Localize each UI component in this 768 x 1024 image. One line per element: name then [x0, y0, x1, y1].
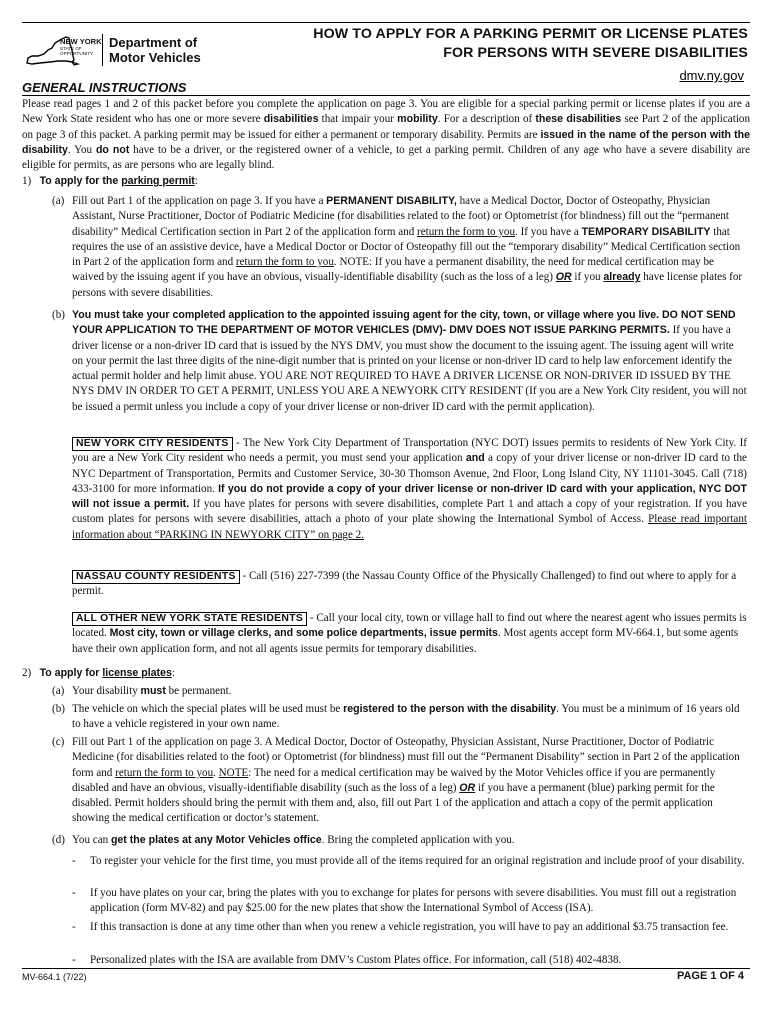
item-bold: registered to the person with the disability: [343, 703, 557, 715]
item-bold: You must take your completed application to the appointed issuing agent for the city, town, or village where you live. DO NOT SEND YOUR APPLICATION TO THE DEPARTMENT OF MOTOR VEHICLES (DMV)- DMV DOES NOT ISSUE PARKING PERMITS.: [72, 309, 736, 337]
item-text: if you: [571, 271, 604, 284]
section-lead: To apply for: [39, 667, 103, 679]
item-text: - The New York City Department of Transportation (NYC DOT) issues permits to residents of New York City. If you are a New York City resident who needs a permit, you must send your application: [72, 437, 747, 465]
page-number: PAGE 1 OF 4: [676, 970, 744, 982]
item-text: . Bring the completed application with you.: [321, 834, 515, 846]
item-text: You can: [72, 834, 111, 846]
heading-rule: [22, 95, 750, 96]
item-bold: must: [140, 685, 166, 697]
section-lead-end: :: [194, 175, 198, 187]
section-2-heading: [22, 666, 175, 681]
intro-text: Please read pages 1 and 2 of this packet before you complete the application on page 3. You are eligible for a special parking permit or license plates if you are a New York State resident who has one or more severe: [22, 98, 750, 126]
bullet-mark: -: [72, 954, 76, 966]
item-underlined: NOTE: [218, 766, 249, 779]
item-bold-italic: OR: [459, 781, 476, 794]
item-text: Your disability: [72, 685, 141, 697]
nyc-residents-label: NEW YORK CITY RESIDENTS: [72, 437, 233, 451]
item-text: have a Medical Doctor, Doctor of Osteopathy, Physician Assistant, Nurse Practitioner, Doctor of Podiatric Medicine (for disabilities related to the foot) or Optometrist (for blindness) fill out the “permanent disability” Medical Certification section in Part 2 of the application form and: [72, 195, 730, 238]
title-line-2: FOR PERSONS WITH SEVERE DISABILITIES: [443, 45, 748, 61]
intro-bold: mobility: [397, 113, 438, 126]
intro-text: . You: [67, 143, 96, 156]
bullet-mark: -: [72, 855, 76, 867]
top-rule: [22, 22, 750, 23]
section-lead-underlined: parking permit: [121, 175, 195, 187]
item-label-2d: (d): [52, 834, 65, 846]
item-2c: [72, 735, 747, 827]
item-text: be permanent.: [165, 685, 232, 697]
item-text: . If you have a: [515, 225, 582, 238]
intro-bold: do not: [95, 143, 130, 156]
section-lead: To apply for the: [39, 175, 122, 187]
logo-divider: [102, 34, 103, 66]
page-title: [240, 25, 748, 63]
nassau-residents-block: [72, 569, 747, 600]
dept-line-1: Department of: [109, 35, 198, 50]
item-text: .: [213, 766, 219, 779]
intro-bold: issued in the name of the person with the disability: [22, 128, 750, 156]
item-bold-underlined: already: [603, 271, 641, 284]
nyc-residents-block: [72, 436, 747, 543]
intro-text: see Part 2 of the application on page 3 of this packet. A parking permit may be issued for either a permanent or temporary disability. Permits are: [22, 113, 750, 141]
item-underlined: Please read important information about “PARKING IN NEWYORK CITY” on page 2.: [72, 513, 747, 541]
intro-bold: disabilities: [263, 113, 319, 126]
item-text: that requires the use of an assistive device, have a Medical Doctor or Doctor of Osteopathy fill out the “temporary disability” Medical Certification section in Part 2 of the application form and: [72, 225, 741, 269]
website-link[interactable]: dmv.ny.gov: [679, 68, 744, 83]
general-instructions-heading: GENERAL INSTRUCTIONS: [22, 80, 187, 95]
item-2a: [72, 684, 747, 699]
item-label-2a: (a): [52, 685, 65, 697]
section-lead-end: :: [171, 667, 175, 679]
item-label-1a: (a): [52, 195, 65, 207]
item-bold: get the plates at any Motor Vehicles office: [110, 834, 322, 846]
item-text: if you have a permanent (blue) parking permit for the disabled. Permit holders should bring the permit with them and, also, fill out Part 1 of the application and attach a copy of the permit application showing the medical certification or doctor’s statement.: [72, 781, 715, 825]
intro-text: that impair your: [318, 113, 398, 126]
item-label-2b: (b): [52, 703, 65, 715]
list-item: To register your vehicle for the first time, you must provide all of the items required for an original registration and include proof of your disability.: [90, 855, 745, 867]
nys-dmv-logo: [22, 30, 202, 74]
item-bold-italic: OR: [555, 271, 572, 284]
item-underlined: return the form to you: [235, 256, 334, 269]
form-number: MV-664.1 (7/22): [22, 972, 87, 982]
intro-bold: these disabilities: [535, 113, 622, 126]
item-bold: and: [465, 452, 485, 465]
section-1-heading: [22, 174, 198, 189]
item-label-2c: (c): [52, 736, 65, 748]
bullet-mark: -: [72, 887, 76, 899]
item-1b: [72, 308, 747, 415]
item-text: - Call (516) 227-7399 (the Nassau County Office of the Physically Challenged) to find out where to apply for a permit.: [72, 570, 737, 598]
intro-paragraph: [22, 97, 750, 173]
item-text: Fill out Part 1 of the application on page 3. If you have a: [72, 195, 327, 207]
item-text: - Call your local city, town or village hall to find out where the nearest agent who issues permits is located.: [72, 612, 747, 640]
bottom-rule: [22, 968, 750, 969]
nassau-residents-label: NASSAU COUNTY RESIDENTS: [72, 570, 240, 584]
section-number: 2): [22, 667, 32, 679]
item-text: Fill out Part 1 of the application on page 3. A Medical Doctor, Doctor of Osteopathy, Physician Assistant, Nurse Practitioner, Doctor of Podiatric Medicine (for disabilities related to the foot) or Optometrist (for blindness) must fill out the “Permanent Disability” section in Part 2 of the application form and: [72, 736, 740, 779]
item-text: have license plates for persons with severe disabilities.: [72, 271, 743, 299]
item-text: . NOTE: If you have a permanent disability, the need for medical certification may be waived by the issuing agent if you have an obvious, visually-identifiable disability (such as the loss of a leg): [72, 256, 714, 284]
item-underlined: return the form to you: [115, 766, 214, 779]
state-name: NEW YORK: [60, 37, 102, 46]
intro-text: have to be a driver, or the registered owner of a vehicle, to get a parking permit. Children of any age who have a severe disability are eligible for permits, as are persons who are legally blind.: [22, 143, 751, 172]
item-bold: Most city, town or village clerks, and some police departments, issue permits: [109, 627, 498, 640]
item-2b: [72, 702, 747, 733]
item-bold: PERMANENT DISABILITY,: [326, 195, 457, 207]
item-text: . You must be a minimum of 16 years old to have a vehicle registered in your own name.: [72, 703, 740, 731]
item-text: a copy of your driver license or non-driver ID card to the NYC Department of Transportation, Permits and Customer Service, 30-30 Thomson Avenue, 2nd Floor, Long Island City, NY 11101-3045. Call (718) 433-3100 for more information.: [72, 452, 747, 495]
item-bold: If you do not provide a copy of your driver license or non-driver ID card with your application, NYC DOT will not issue a permit.: [72, 482, 747, 511]
state-tagline-1: STATE OF: [60, 46, 82, 51]
item-text: : The need for a medical certification may be waived by the Motor Vehicles office if you are permanently disabled and have an obvious, visually-identifiable disability (such as the loss of a leg): [72, 766, 716, 794]
section-lead-underlined: license plates: [102, 667, 172, 679]
item-text: If you have a driver license or a non-driver ID card that is issued by the NYS DMV, you must show the document to the issuing agent. The issuing agent will write on your permit the last three digits of the nine-digit number that is printed on your license or non-driver ID card to help law enforcement identify the actual permit holder and help limit abuse. YOU ARE NOT REQUIRED TO HAVE A DRIVER LICENSE OR NON-DRIVER ID ISSUED BY THE NYS DMV IN ORDER TO GET A PERMIT, UNLESS YOU ARE A NEWYORK CITY RESIDENT (If you are a New York City resident, you will not be issued a permit unless you include a copy of your driver license or non-driver ID card with the permit application).: [72, 324, 747, 413]
list-item: Personalized plates with the ISA are available from DMV’s Custom Plates office. For information, call (518) 402-4838.: [90, 954, 622, 966]
item-label-1b: (b): [52, 309, 65, 321]
item-underlined: return the form to you: [417, 225, 516, 238]
item-1a: [72, 194, 747, 301]
item-text: If you have plates for persons with severe disabilities, complete Part 1 and attach a copy of your registration. If you have custom plates for persons with severe disabilities, attach a photo of your plate showing the International Symbol of Access.: [72, 498, 747, 526]
intro-text: . For a description of: [437, 113, 536, 126]
item-text: . Most agents accept form MV-664.1, but some agents have their own application form, and not all agents issue permits for temporary disabilities.: [72, 627, 739, 655]
other-residents-label: ALL OTHER NEW YORK STATE RESIDENTS: [72, 612, 307, 626]
bullet-mark: -: [72, 921, 76, 933]
list-item: If you have plates on your car, bring the plates with you to exchange for plates for persons with severe disabilities. You must fill out a registration application (form MV-82) and pay $25.00 for the new plates that show the International Symbol of Access (ISA).: [90, 887, 737, 915]
title-line-1: HOW TO APPLY FOR A PARKING PERMIT OR LICENSE PLATES: [313, 26, 748, 42]
item-bold: TEMPORARY DISABILITY: [581, 225, 711, 238]
state-tagline-2: OPPORTUNITY.: [60, 51, 94, 56]
item-2d: [72, 833, 747, 848]
item-text: The vehicle on which the special plates will be used must be: [72, 703, 344, 715]
dept-line-2: Motor Vehicles: [109, 50, 201, 65]
list-item: If this transaction is done at any time other than when you renew a vehicle registration, you will have to pay an additional $3.75 transaction fee.: [90, 921, 729, 933]
other-residents-block: [72, 611, 747, 657]
section-number: 1): [22, 175, 32, 187]
